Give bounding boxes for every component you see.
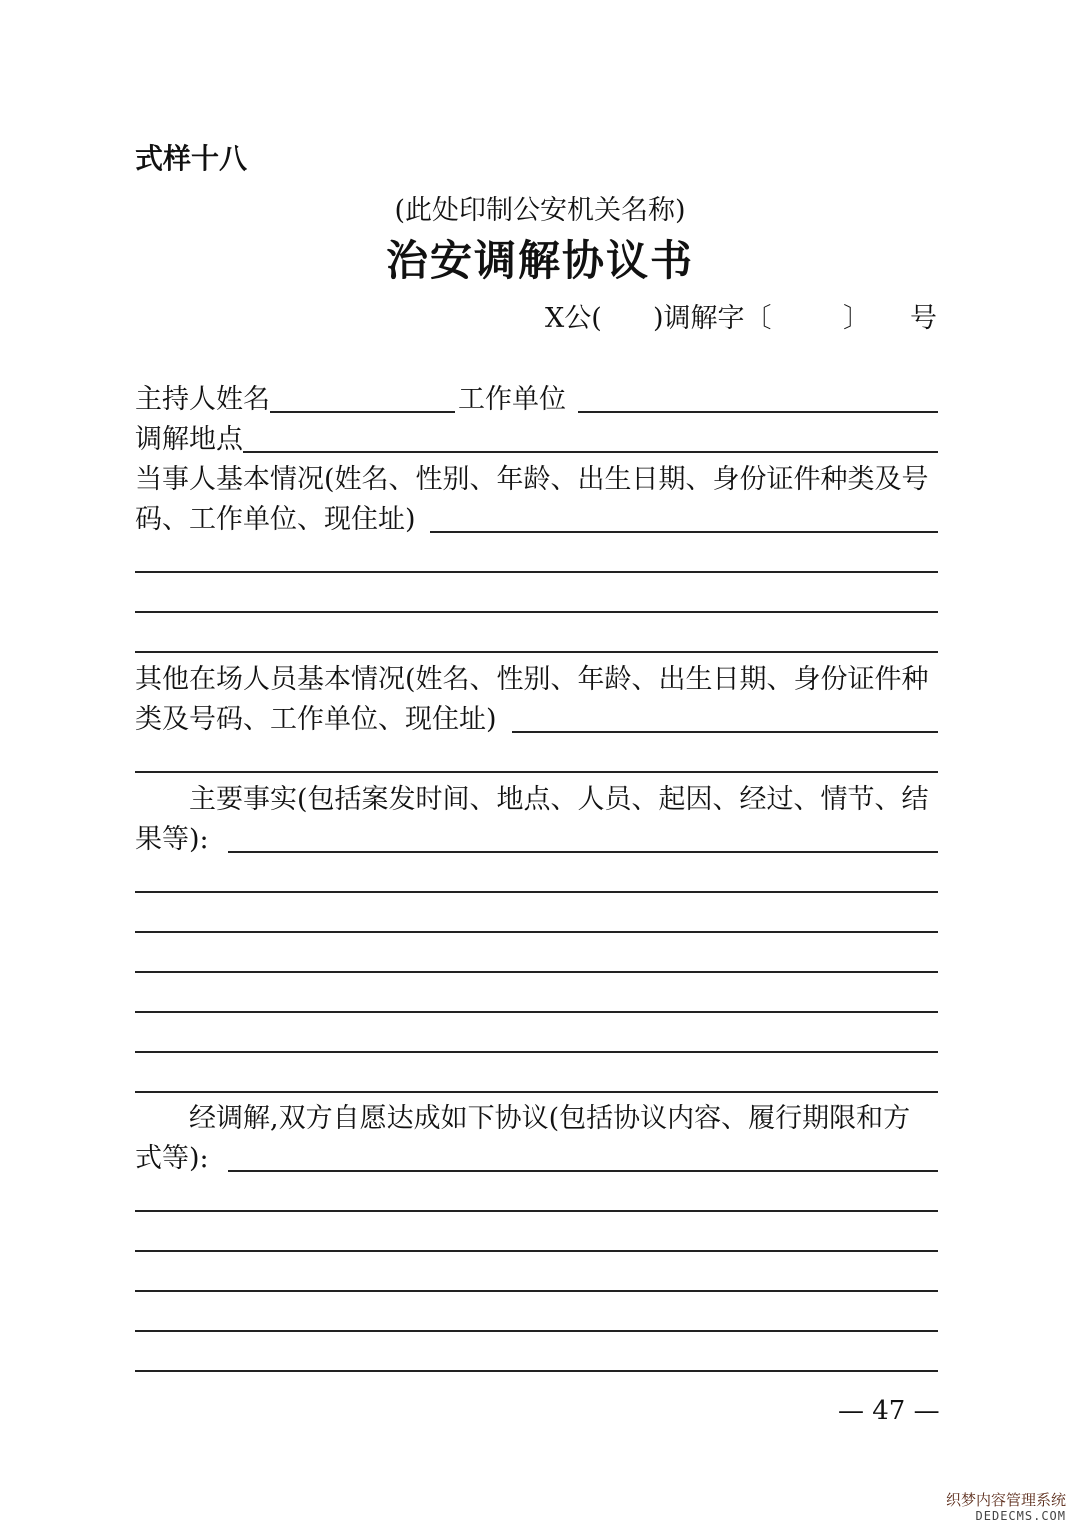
others-info-label-line1: 其他在场人员基本情况(姓名、性别、年龄、出生日期、身份证件种 [135,664,929,695]
doc-number-prefix: X公( [545,303,602,334]
document-title: 治安调解协议书 [385,236,694,285]
host-name-label: 主持人姓名 [135,384,270,415]
agreement-blank-line[interactable] [135,1370,938,1372]
main-facts-blank-line[interactable] [135,1051,938,1053]
agreement-blank-line[interactable] [135,1330,938,1332]
doc-number-close-bracket: 〕 [843,303,870,334]
main-facts-blank-line[interactable] [135,971,938,973]
agreement-blank-line[interactable] [135,1210,938,1212]
others-info-blank-line[interactable] [135,771,938,773]
work-unit-field[interactable] [578,411,938,413]
parties-info-blank-line[interactable] [135,611,938,613]
agreement-label-line2: 式等): [135,1143,209,1174]
parties-info-blank-line[interactable] [135,571,938,573]
agreement-field[interactable] [228,1170,938,1172]
watermark-line1: 织梦内容管理系统 [945,1491,1066,1509]
parties-info-label-line1: 当事人基本情况(姓名、性别、年龄、出生日期、身份证件种类及号 [135,464,929,495]
page-number: — 47 — [838,1396,940,1426]
parties-info-field[interactable] [430,531,938,533]
form-style-label: 式样十八 [135,142,248,175]
main-facts-label-line1: 主要事实(包括案发时间、地点、人员、起因、经过、情节、结 [189,784,929,815]
document-number [545,296,940,336]
others-info-field[interactable] [512,731,938,733]
agreement-blank-line[interactable] [135,1290,938,1292]
mediation-location-field[interactable] [243,451,938,453]
parties-info-label-line2: 码、工作单位、现住址) [135,504,416,535]
main-facts-blank-line[interactable] [135,891,938,893]
doc-number-suffix: 号 [910,303,937,334]
doc-number-middle: )调解字〔 [653,303,772,334]
watermark [946,1492,1066,1524]
main-facts-blank-line[interactable] [135,1091,938,1093]
parties-info-blank-line[interactable] [135,651,938,653]
others-info-label-line2: 类及号码、工作单位、现住址) [135,704,497,735]
agreement-blank-line[interactable] [135,1250,938,1252]
watermark-line2: DEDECMS.COM [975,1509,1066,1523]
main-facts-blank-line[interactable] [135,931,938,933]
main-facts-label-line2: 果等): [135,824,209,855]
mediation-location-label: 调解地点 [135,424,243,455]
agreement-label-line1: 经调解,双方自愿达成如下协议(包括协议内容、履行期限和方 [189,1103,911,1134]
work-unit-label: 工作单位 [458,384,566,415]
agency-name-placeholder: (此处印制公安机关名称) [394,195,686,226]
main-facts-field[interactable] [228,851,938,853]
main-facts-blank-line[interactable] [135,1011,938,1013]
host-name-field[interactable] [270,411,455,413]
